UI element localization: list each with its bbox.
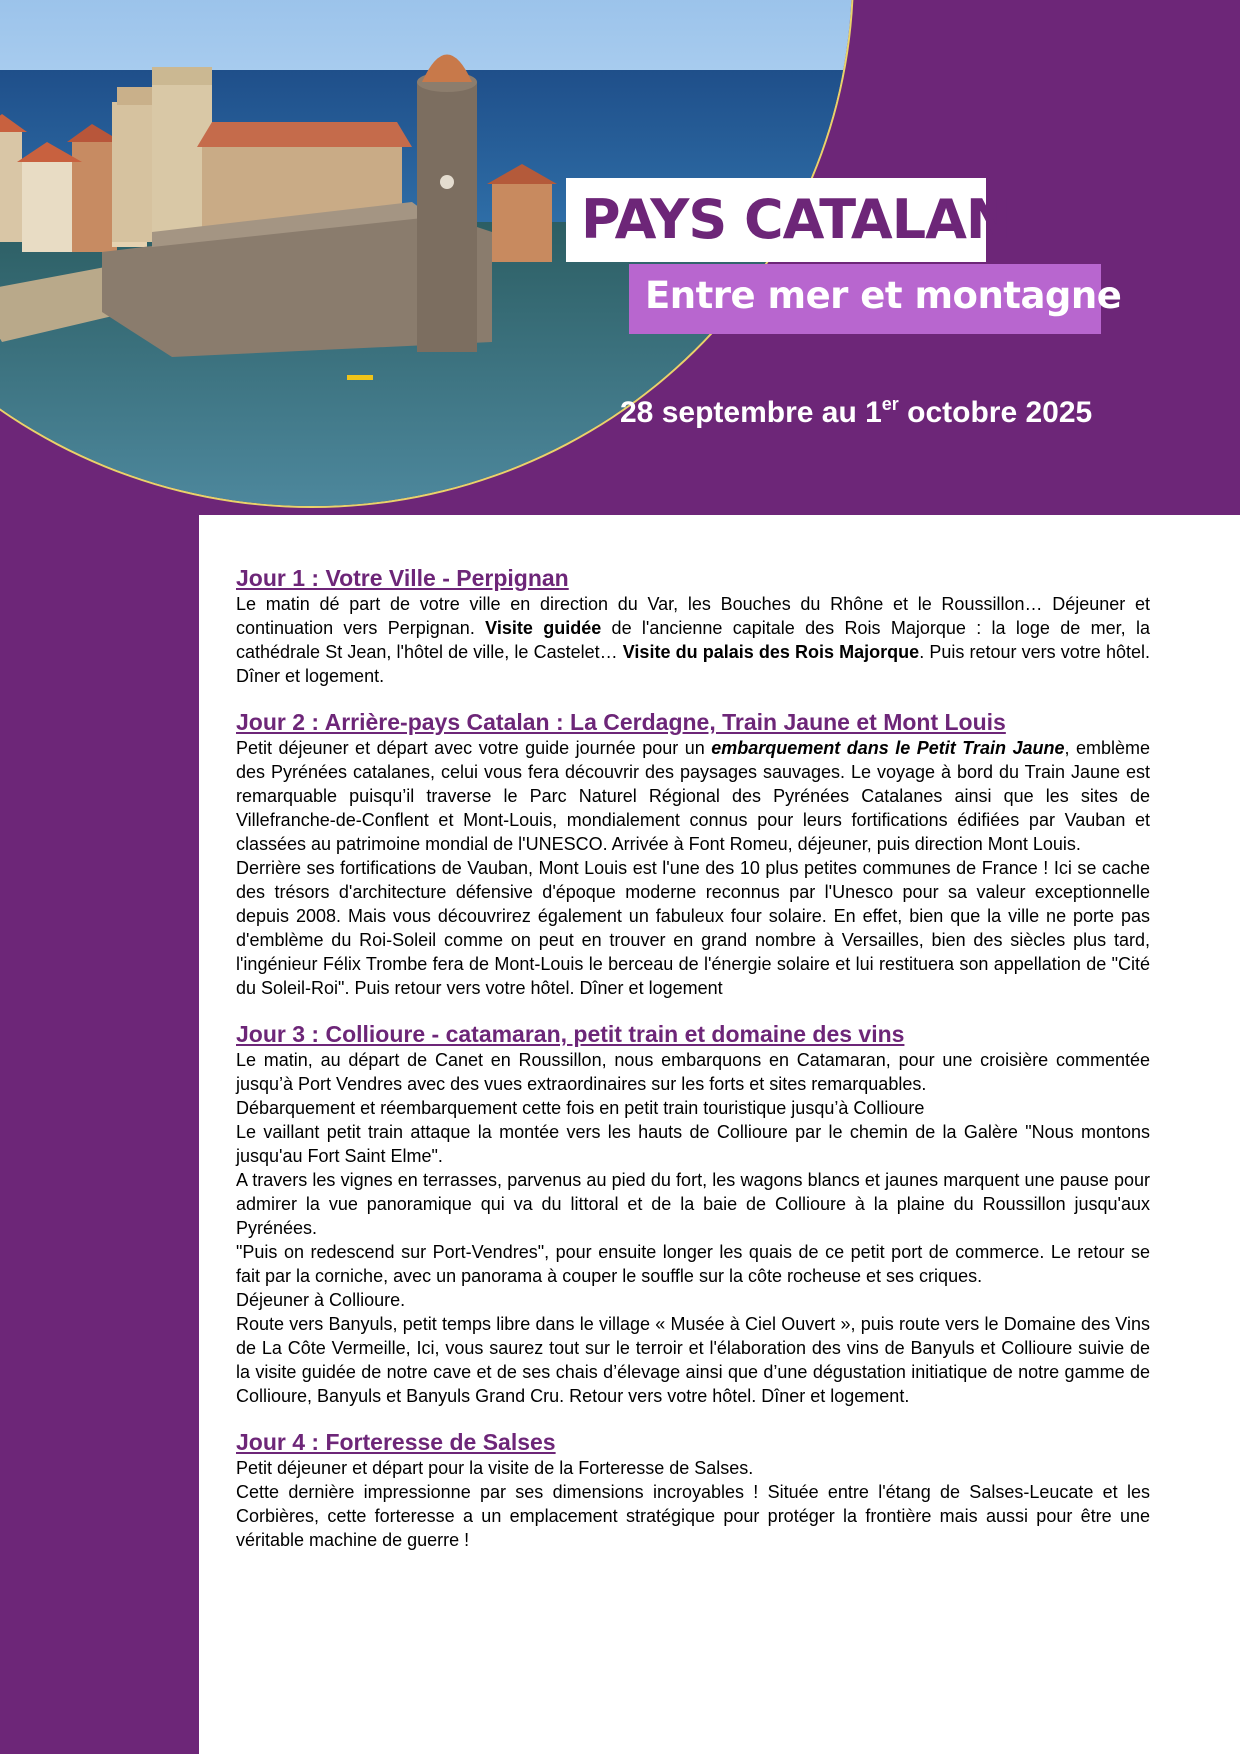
text-run: Visite guidée xyxy=(485,618,602,638)
day-paragraph xyxy=(236,856,1150,1000)
text-run: A travers les vignes en terrasses, parvenus au pied du fort, les wagons blancs et jaunes marquent une pause pour admirer la vue panoramique qui va du littoral et de la baie de Collioure à la plaine du Roussillon jusqu'aux Pyrénées. xyxy=(236,1170,1150,1238)
text-run: Le matin, au départ de Canet en Roussillon, nous embarquons en Catamaran, pour une croisière commentée jusqu’à Port Vendres avec des vues extraordinaires sur les forts et sites remarquables. xyxy=(236,1050,1150,1094)
day-title: Jour 4 : Forteresse de Salses xyxy=(236,1429,556,1455)
day-title: Jour 2 : Arrière-pays Catalan : La Cerdagne, Train Jaune et Mont Louis xyxy=(236,709,1006,735)
day-paragraph xyxy=(236,1120,1150,1168)
page-subtitle: Entre mer et montagne xyxy=(645,274,1122,317)
text-run: Petit déjeuner et départ pour la visite de la Forteresse de Salses. xyxy=(236,1458,754,1478)
day-paragraph xyxy=(236,592,1150,688)
day-paragraph xyxy=(236,1456,1150,1480)
text-run: embarquement dans le Petit Train Jaune xyxy=(711,738,1065,758)
text-run: . Puis retour vers votre hôtel. Dîner et logement. xyxy=(236,642,1150,686)
text-run: Visite du palais des Rois Majorque xyxy=(622,642,920,662)
day-paragraph xyxy=(236,1240,1150,1288)
dates-end: octobre 2025 xyxy=(898,396,1093,429)
text-run: "Puis on redescend sur Port-Vendres", pour ensuite longer les quais de ce petit port de commerce. Le retour se fait par la corniche, avec un panorama à couper le souffle sur la côte rocheuse et ses criques. xyxy=(236,1242,1150,1286)
text-run: Derrière ses fortifications de Vauban, Mont Louis est l'une des 10 plus petites communes de France ! Ici se cache des trésors d'architecture défensive d'époque moderne reconnus par l'Unesco pour sa valeur exceptionnelle depuis 2008. Mais vous découvrirez également un fabuleux four solaire. En effet, bien que la ville ne porte pas d'emblème du Roi-Soleil comme on peut en trouver en grand nombre à Versailles, bien des siècles plus tard, l'ingénieur Félix Trombe fera de Mont-Louis le berceau de l'énergie solaire et lui restituera son appellation de "Cité du Soleil-Roi". Puis retour vers votre hôtel. Dîner et logement xyxy=(236,858,1150,998)
itinerary-days xyxy=(236,565,1150,1573)
dates-start: 28 septembre au 1 xyxy=(620,396,882,429)
day-section xyxy=(236,1429,1150,1552)
day-paragraph xyxy=(236,1480,1150,1552)
title-box xyxy=(566,178,1011,262)
day-paragraph xyxy=(236,1168,1150,1240)
text-run: de l'ancienne capitale des Rois Majorque : la loge de mer, la cathédrale St Jean, l'hôtel de ville, le Castelet… xyxy=(236,618,1150,662)
day-paragraph xyxy=(236,1096,1150,1120)
text-run: Déjeuner à Collioure. xyxy=(236,1290,406,1310)
day-section xyxy=(236,565,1150,688)
day-paragraph xyxy=(236,1312,1150,1408)
text-run: Petit déjeuner et départ avec votre guide journée pour un xyxy=(236,738,712,758)
text-run: Cette dernière impressionne par ses dimensions incroyables ! Située entre l'étang de Salses-Leucate et les Corbières, cette forteresse a un emplacement stratégique pour protéger la frontière mais aussi pour être une véritable machine de guerre ! xyxy=(236,1482,1150,1550)
page-title: PAYS CATALAN xyxy=(581,188,1011,251)
text-run: Le vaillant petit train attaque la montée vers les hauts de Collioure par le chemin de la Galère "Nous montons jusqu'au Fort Saint Elme". xyxy=(236,1122,1150,1166)
text-run: , emblème des Pyrénées catalanes, celui vous fera découvrir des paysages sauvages. Le voyage à bord du Train Jaune est remarquable puisqu’il traverse le Parc Naturel Régional des Pyrénées Catalanes ainsi que les sites de Villefranche-de-Conflent et Mont-Louis, mondialement connus pour leurs fortifications édifiées par Vauban et classées au patrimoine mondial de l'UNESCO. Arrivée à Font Romeu, déjeuner, puis direction Mont Louis. xyxy=(236,738,1150,854)
day-paragraph xyxy=(236,1048,1150,1096)
day-section xyxy=(236,1021,1150,1408)
day-title: Jour 3 : Collioure - catamaran, petit train et domaine des vins xyxy=(236,1021,905,1047)
day-section xyxy=(236,709,1150,1000)
text-run: Le matin dé part de votre ville en direction du Var, les Bouches du Rhône et le Roussillon… Déjeuner et continuation vers Perpignan. xyxy=(236,594,1150,638)
day-paragraph xyxy=(236,736,1150,856)
subtitle-box xyxy=(629,264,1122,334)
itinerary-panel xyxy=(199,515,1240,1754)
text-run: Route vers Banyuls, petit temps libre dans le village « Musée à Ciel Ouvert », puis route vers le Domaine des Vins de La Côte Vermeille, Ici, vous saurez tout sur le terroir et l'élaboration des vins de Banyuls et Collioure suivie de la visite guidée de notre cave et de ses chais d’élevage ainsi que d’une dégustation initiatique de notre gamme de Collioure, Banyuls et Banyuls Grand Cru. Retour vers votre hôtel. Dîner et logement. xyxy=(236,1314,1150,1406)
trip-dates xyxy=(620,394,1092,430)
day-title: Jour 1 : Votre Ville - Perpignan xyxy=(236,565,569,591)
day-paragraph xyxy=(236,1288,1150,1312)
text-run: Débarquement et réembarquement cette fois en petit train touristique jusqu’à Collioure xyxy=(236,1098,925,1118)
dates-superscript: er xyxy=(881,394,899,414)
